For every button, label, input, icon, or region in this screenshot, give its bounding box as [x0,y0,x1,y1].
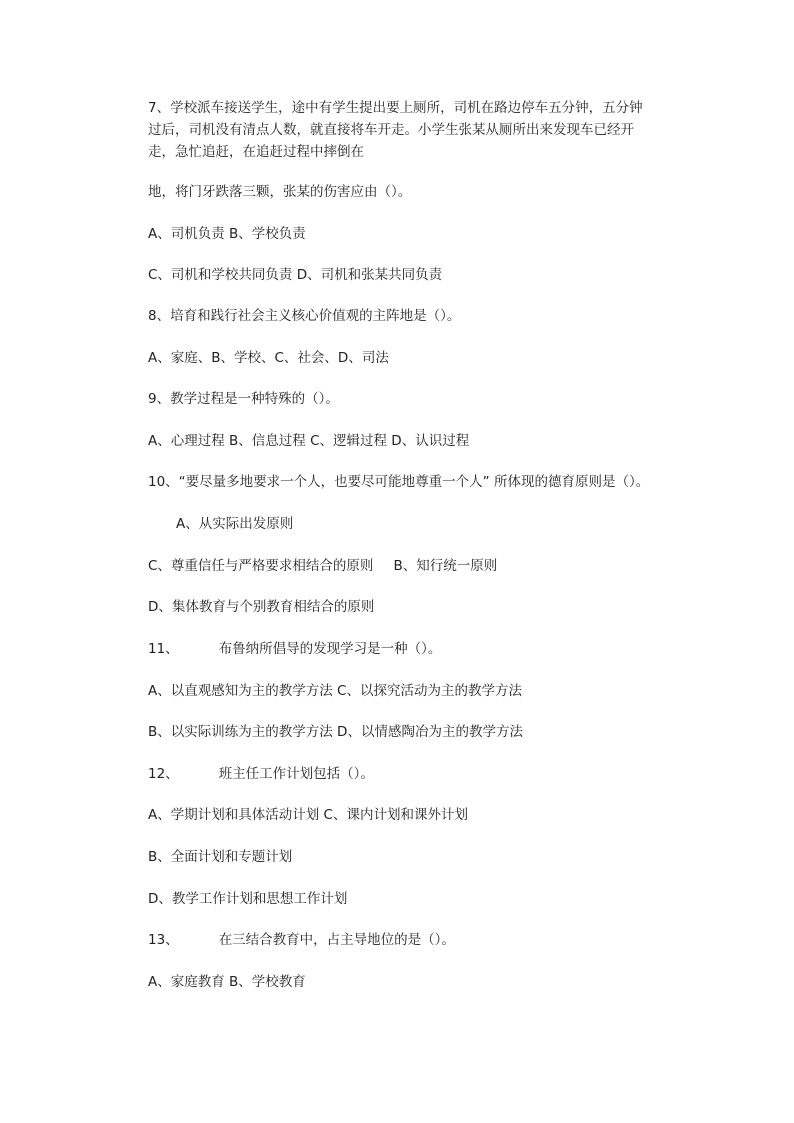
question-8-options: A、家庭、B、学校、C、社会、D、司法 [148,350,389,366]
question-10-option-a: A、从实际出发原则 [176,516,294,532]
question-10-option-b: B、知行统一原则 [393,558,498,574]
question-11-stem-line [148,639,441,659]
question-9-options: A、心理过程 B、信息过程 C、逻辑过程 D、认识过程 [148,433,470,449]
question-10-option-c: C、尊重信任与严格要求相结合的原则 [148,558,374,574]
question-12-option-d: D、教学工作计划和思想工作计划 [148,891,348,907]
question-13-stem-line [148,930,455,950]
question-7-stem: 7、学校派车接送学生，途中有学生提出要上厕所，司机在路边停车五分钟，五分钟过后，司机没有清点人数，就直接将车开走。小学生张某从厕所出来发现车已经开走，急忙追赶，在追赶过程中摔倒在 [148,100,643,160]
question-11-number: 11、 [148,641,179,657]
question-12-number: 12、 [148,766,179,782]
question-13-options: A、家庭教育 B、学校教育 [148,974,306,990]
question-9-stem: 9、教学过程是一种特殊的（）。 [148,391,339,407]
question-12-stem-line [148,764,374,784]
question-13-stem: 在三结合教育中，占主导地位的是（）。 [218,932,455,948]
question-10-stem: 10、“要尽量多地要求一个人，也要尽可能地尊重一个人” 所体现的德育原则是（）。 [148,474,650,490]
question-11-options-line2: B、以实际训练为主的教学方法 D、以情感陶冶为主的教学方法 [148,724,523,740]
question-12-option-b: B、全面计划和专题计划 [148,849,293,865]
question-7-options-line2: C、司机和学校共同负责 D、司机和张某共同负责 [148,267,443,283]
question-7-options-line1: A、司机负责 B、学校负责 [148,226,306,242]
question-10-options-c-b [148,556,497,576]
question-13-number: 13、 [148,932,179,948]
question-10-option-d: D、集体教育与个别教育相结合的原则 [148,599,375,615]
question-12-stem: 班主任工作计划包括（）。 [218,766,374,782]
question-11-stem: 布鲁纳所倡导的发现学习是一种（）。 [218,641,442,657]
question-8-stem: 8、培育和践行社会主义核心价值观的主阵地是（）。 [148,308,461,324]
question-12-options-line1: A、学期计划和具体活动计划 C、课内计划和课外计划 [148,807,468,823]
question-11-options-line1: A、以直观感知为主的教学方法 C、以探究活动为主的教学方法 [148,683,522,699]
question-7-stem-continued: 地，将门牙跌落三颗，张某的伤害应由（）。 [148,184,412,200]
